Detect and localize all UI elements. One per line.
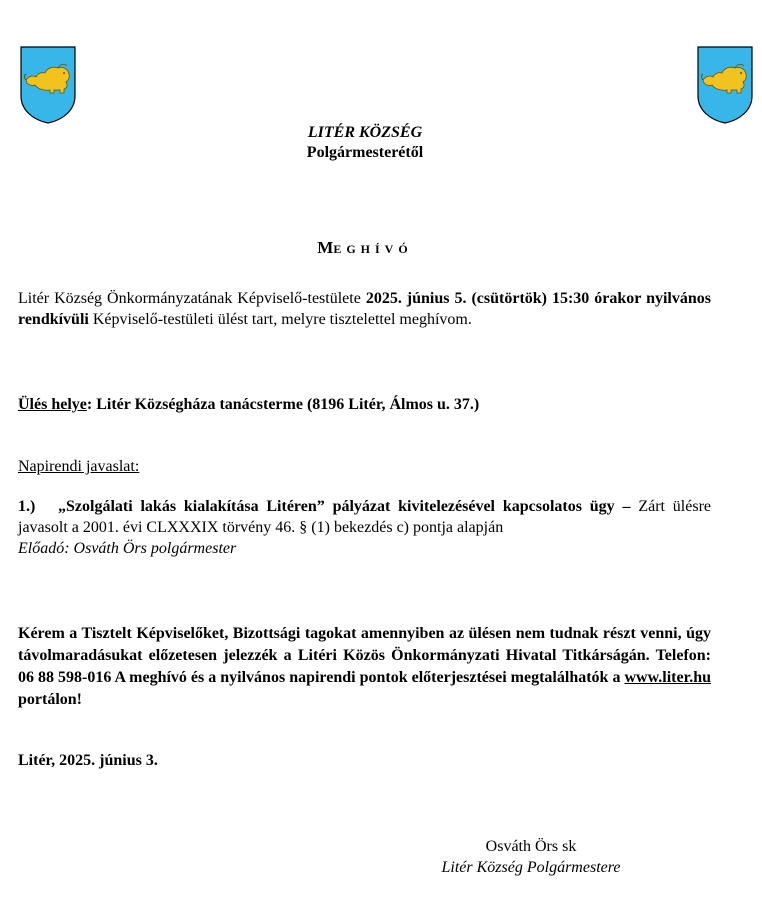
- signatory-title: Litér Község Polgármestere: [441, 859, 621, 876]
- venue-address: Litér Községháza tanácsterme (8196 Litér, Álmos u. 37.): [96, 396, 480, 413]
- request-suffix: portálon!: [18, 691, 82, 708]
- request-text: Kérem a Tisztelt Képviselőket, Bizottsági tagokat amennyiben az ülésen nem tudnak részt venni, úgy távolmaradásukat előzetesen jelezzék a Litéri Közös Önkormányzati Hivatal Titkárságán. Telefon: 06 88 598-016 A meghívó és a nyilvános napirendi pontok előterjesztései megtalálhatók a: [18, 625, 711, 686]
- agenda-item-number: 1.): [18, 498, 36, 515]
- invitation-heading: [200, 238, 530, 259]
- issuer-subtitle: Polgármesterétől: [306, 144, 424, 161]
- coat-of-arms-icon: [697, 46, 753, 124]
- meeting-venue: [18, 394, 711, 415]
- municipality-title: LITÉR KÖZSÉG: [307, 124, 423, 141]
- place-and-date: Litér, 2025. június 3.: [18, 752, 158, 769]
- document-header: [200, 123, 530, 163]
- agenda-item-title: „Szolgálati lakás kialakítása Litéren” pályázat kivitelezésével kapcsolatos ügy –: [58, 498, 631, 515]
- coat-of-arms-icon: [20, 46, 76, 124]
- invitation-heading-rest: EGHÍVÓ: [333, 242, 413, 256]
- meeting-datetime: 2025. június 5. (csütörtök) 15:30 órakor nyilvános rendkívüli: [18, 290, 711, 328]
- signatory-name: Osváth Örs sk: [485, 838, 577, 855]
- agenda-item-presenter: Előadó: Osváth Örs polgármester: [18, 540, 237, 557]
- venue-label: Ülés helye: [18, 396, 87, 413]
- signature-block: [420, 836, 642, 878]
- intro-text-end: Képviselő-testületi ülést tart, melyre tisztelettel meghívom.: [88, 311, 472, 328]
- venue-colon: :: [86, 396, 97, 413]
- intro-text-start: Litér Község Önkormányzatának Képviselő-testülete: [18, 290, 366, 307]
- agenda-label: Napirendi javaslat:: [18, 458, 140, 475]
- agenda-item: [18, 496, 711, 559]
- intro-paragraph: [18, 288, 711, 330]
- attendance-request: [18, 623, 711, 711]
- agenda-item-note: Zárt ülésre javasolt a 2001. évi CLXXXIX törvény 46. § (1) bekezdés c) pontja alapján: [18, 498, 711, 536]
- website-link[interactable]: www.liter.hu: [624, 669, 711, 686]
- invitation-heading-initial: M: [317, 238, 334, 257]
